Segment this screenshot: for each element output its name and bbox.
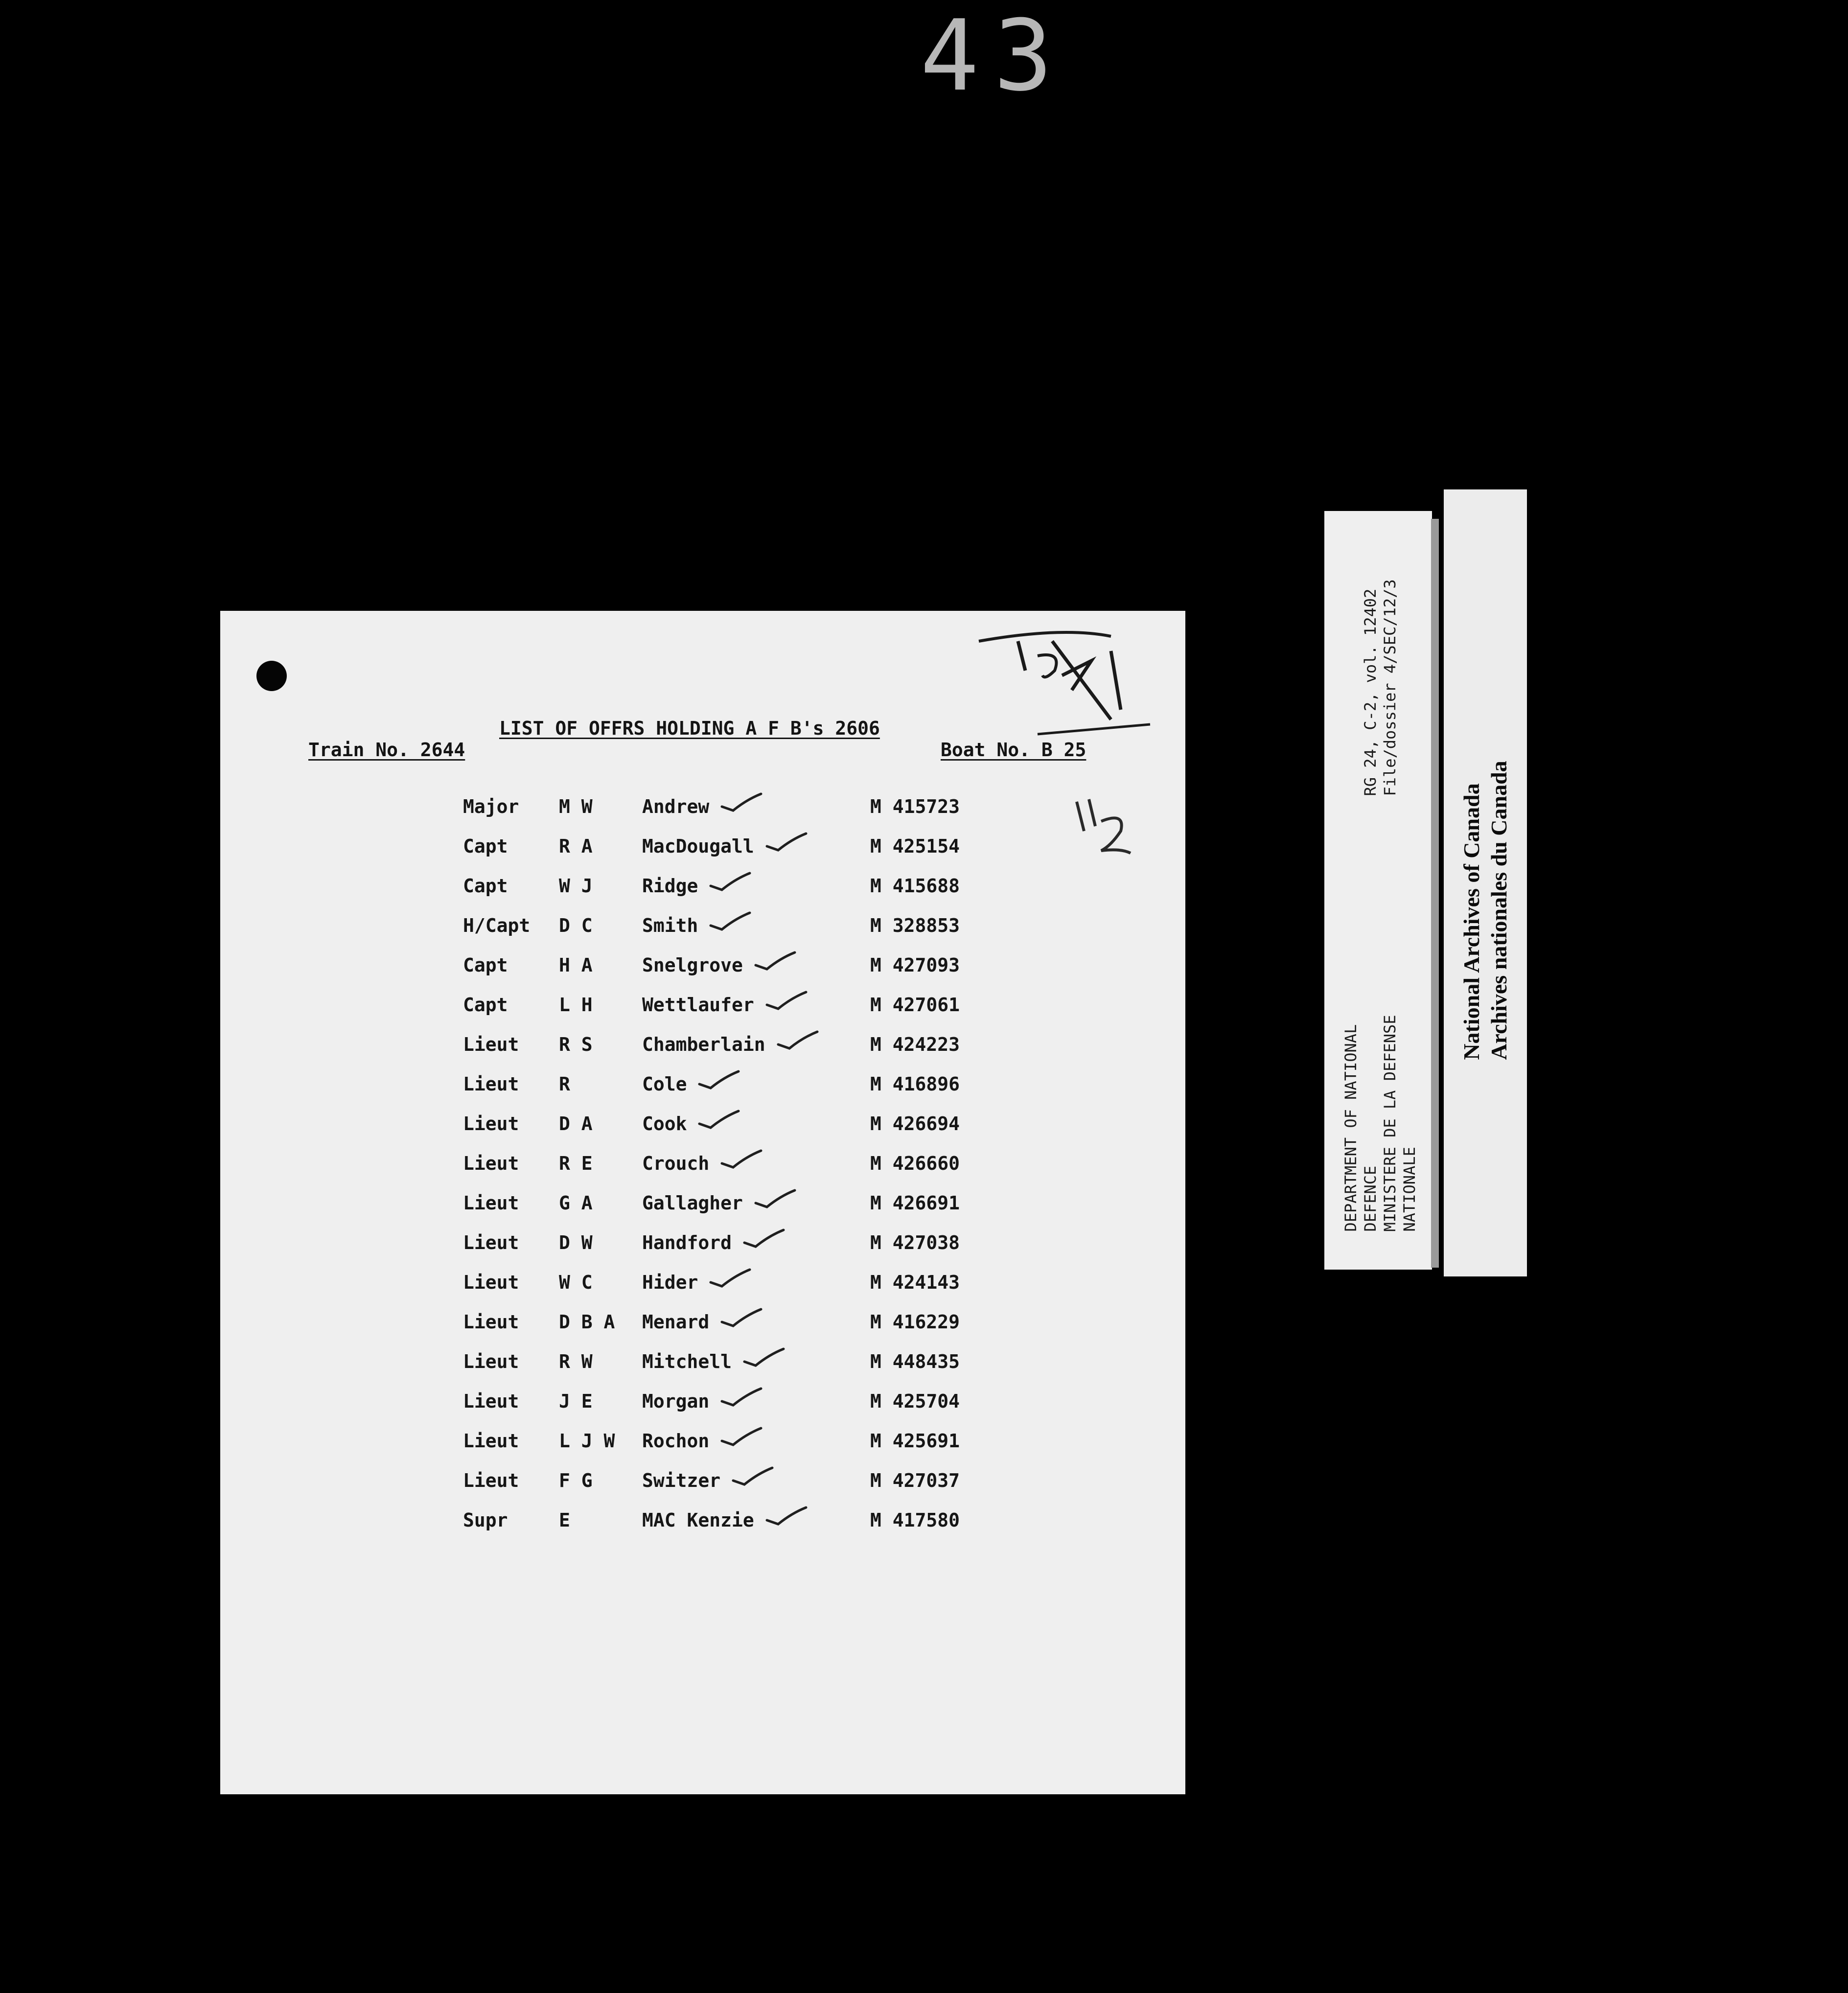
officer-initials: M W <box>559 796 593 817</box>
officer-initials: W C <box>559 1272 593 1293</box>
label-divider <box>1431 519 1439 1268</box>
officer-surname: Smith <box>642 915 698 936</box>
check-mark-icon <box>731 1465 775 1489</box>
boat-number: Boat No. B 25 <box>941 739 1086 761</box>
officer-rank: Capt <box>463 954 508 976</box>
department-line-4: NATIONALE <box>1400 1147 1419 1232</box>
train-number: Train No. 2644 <box>308 739 465 761</box>
check-mark-icon <box>719 1148 763 1172</box>
officer-initials: R W <box>559 1351 593 1372</box>
officer-surname: Crouch <box>642 1153 710 1174</box>
officer-service-number: M 448435 <box>870 1351 960 1372</box>
roster-row <box>220 1311 1185 1346</box>
roster-row <box>220 1232 1185 1267</box>
officer-service-number: M 328853 <box>870 915 960 936</box>
check-mark-icon <box>753 1187 797 1212</box>
officer-rank: Capt <box>463 835 508 857</box>
officer-service-number: M 415688 <box>870 875 960 897</box>
officer-initials: R <box>559 1073 570 1095</box>
officer-service-number: M 427037 <box>870 1470 960 1491</box>
national-archives-label <box>1444 489 1527 1276</box>
officer-rank: Lieut <box>463 1351 519 1372</box>
officer-rank: Lieut <box>463 1232 519 1253</box>
department-line-3: MINISTERE DE LA DEFENSE <box>1381 1015 1399 1232</box>
check-mark-icon <box>753 950 797 974</box>
officer-service-number: M 416229 <box>870 1311 960 1333</box>
roster-row <box>220 954 1185 990</box>
check-mark-icon <box>708 1267 752 1291</box>
check-mark-icon <box>776 1029 820 1053</box>
officer-surname: Ridge <box>642 875 698 897</box>
roster-row <box>220 1430 1185 1465</box>
check-mark-icon <box>697 1068 741 1093</box>
officer-rank: Lieut <box>463 1470 519 1491</box>
officer-initials: D B A <box>559 1311 615 1333</box>
officer-surname: Handford <box>642 1232 732 1253</box>
punch-hole <box>256 661 287 691</box>
document-sheet <box>220 611 1185 1794</box>
officer-surname: Morgan <box>642 1390 710 1412</box>
officer-rank: Lieut <box>463 1311 519 1333</box>
check-mark-icon <box>742 1227 786 1251</box>
roster-row <box>220 1113 1185 1148</box>
officer-surname: Chamberlain <box>642 1034 765 1055</box>
department-name <box>1336 984 1424 1263</box>
officer-surname: Rochon <box>642 1430 710 1452</box>
officer-service-number: M 425691 <box>870 1430 960 1452</box>
roster-row <box>220 835 1185 871</box>
officer-surname: MacDougall <box>642 835 754 857</box>
roster-row <box>220 1470 1185 1505</box>
officer-rank: Lieut <box>463 1390 519 1412</box>
officer-surname: Mitchell <box>642 1351 732 1372</box>
handwritten-file-annotation <box>964 622 1170 749</box>
officer-rank: H/Capt <box>463 915 531 936</box>
officer-initials: D C <box>559 915 593 936</box>
roster-row <box>220 915 1185 950</box>
check-mark-icon <box>719 1425 763 1450</box>
officer-surname: Cook <box>642 1113 687 1135</box>
frame-number: 43 <box>920 0 1067 113</box>
officer-initials: W J <box>559 875 593 897</box>
roster-row <box>220 1351 1185 1386</box>
archive-reference <box>1336 543 1424 832</box>
check-mark-icon <box>764 1505 808 1529</box>
officer-initials: R S <box>559 1034 593 1055</box>
department-line-1: DEPARTMENT OF NATIONAL <box>1341 1024 1360 1232</box>
roster-row <box>220 1509 1185 1545</box>
officer-service-number: M 425154 <box>870 835 960 857</box>
officer-surname: Cole <box>642 1073 687 1095</box>
roster-row <box>220 1153 1185 1188</box>
officer-surname: Gallagher <box>642 1192 743 1214</box>
officer-rank: Lieut <box>463 1192 519 1214</box>
officer-rank: Lieut <box>463 1034 519 1055</box>
officer-rank: Major <box>463 796 519 817</box>
officer-service-number: M 427093 <box>870 954 960 976</box>
officer-initials: F G <box>559 1470 593 1491</box>
check-mark-icon <box>708 910 752 934</box>
check-mark-icon <box>708 870 752 895</box>
officer-rank: Lieut <box>463 1153 519 1174</box>
reference-line-1: RG 24, C-2, vol. 12402 <box>1361 588 1380 796</box>
roster-row <box>220 1390 1185 1426</box>
officer-initials: R E <box>559 1153 593 1174</box>
officer-initials: R A <box>559 835 593 857</box>
officer-initials: D A <box>559 1113 593 1135</box>
reference-line-2: File/dossier 4/SEC/12/3 <box>1381 579 1399 796</box>
officer-rank: Capt <box>463 994 508 1016</box>
roster-row <box>220 875 1185 910</box>
officer-rank: Lieut <box>463 1272 519 1293</box>
officer-surname: Switzer <box>642 1470 721 1491</box>
document-title: LIST OF OFFRS HOLDING A F B's 2606 <box>499 718 880 739</box>
roster-row <box>220 1192 1185 1228</box>
officer-service-number: M 417580 <box>870 1509 960 1531</box>
check-mark-icon <box>742 1346 786 1370</box>
officer-service-number: M 416896 <box>870 1073 960 1095</box>
officer-surname: Snelgrove <box>642 954 743 976</box>
officer-service-number: M 424223 <box>870 1034 960 1055</box>
check-mark-icon <box>764 989 808 1014</box>
roster-row <box>220 994 1185 1029</box>
archives-name-french: Archives nationales du Canada <box>1486 761 1511 1060</box>
officer-service-number: M 426694 <box>870 1113 960 1135</box>
officer-surname: MAC Kenzie <box>642 1509 754 1531</box>
check-mark-icon <box>764 831 808 855</box>
officer-service-number: M 426660 <box>870 1153 960 1174</box>
officer-surname: Hider <box>642 1272 698 1293</box>
officer-surname: Menard <box>642 1311 710 1333</box>
officer-rank: Lieut <box>463 1073 519 1095</box>
officer-initials: E <box>559 1509 570 1531</box>
officer-initials: L H <box>559 994 593 1016</box>
officer-rank: Lieut <box>463 1113 519 1135</box>
check-mark-icon <box>697 1108 741 1133</box>
check-mark-icon <box>719 1386 763 1410</box>
officer-surname: Andrew <box>642 796 710 817</box>
officer-initials: H A <box>559 954 593 976</box>
roster-row <box>220 1034 1185 1069</box>
officer-initials: D W <box>559 1232 593 1253</box>
check-mark-icon <box>719 1306 763 1331</box>
roster-row <box>220 1073 1185 1109</box>
officer-service-number: M 426691 <box>870 1192 960 1214</box>
officer-initials: G A <box>559 1192 593 1214</box>
officer-service-number: M 424143 <box>870 1272 960 1293</box>
officer-initials: L J W <box>559 1430 615 1452</box>
department-line-2: DEFENCE <box>1361 1165 1380 1232</box>
check-mark-icon <box>719 791 763 815</box>
officer-rank: Capt <box>463 875 508 897</box>
officer-rank: Supr <box>463 1509 508 1531</box>
officer-service-number: M 427061 <box>870 994 960 1016</box>
archives-name-english: National Archives of Canada <box>1459 783 1484 1060</box>
officer-service-number: M 415723 <box>870 796 960 817</box>
roster-row <box>220 796 1185 831</box>
officer-initials: J E <box>559 1390 593 1412</box>
officer-service-number: M 425704 <box>870 1390 960 1412</box>
roster-row <box>220 1272 1185 1307</box>
officer-service-number: M 427038 <box>870 1232 960 1253</box>
officer-surname: Wettlaufer <box>642 994 754 1016</box>
officer-rank: Lieut <box>463 1430 519 1452</box>
